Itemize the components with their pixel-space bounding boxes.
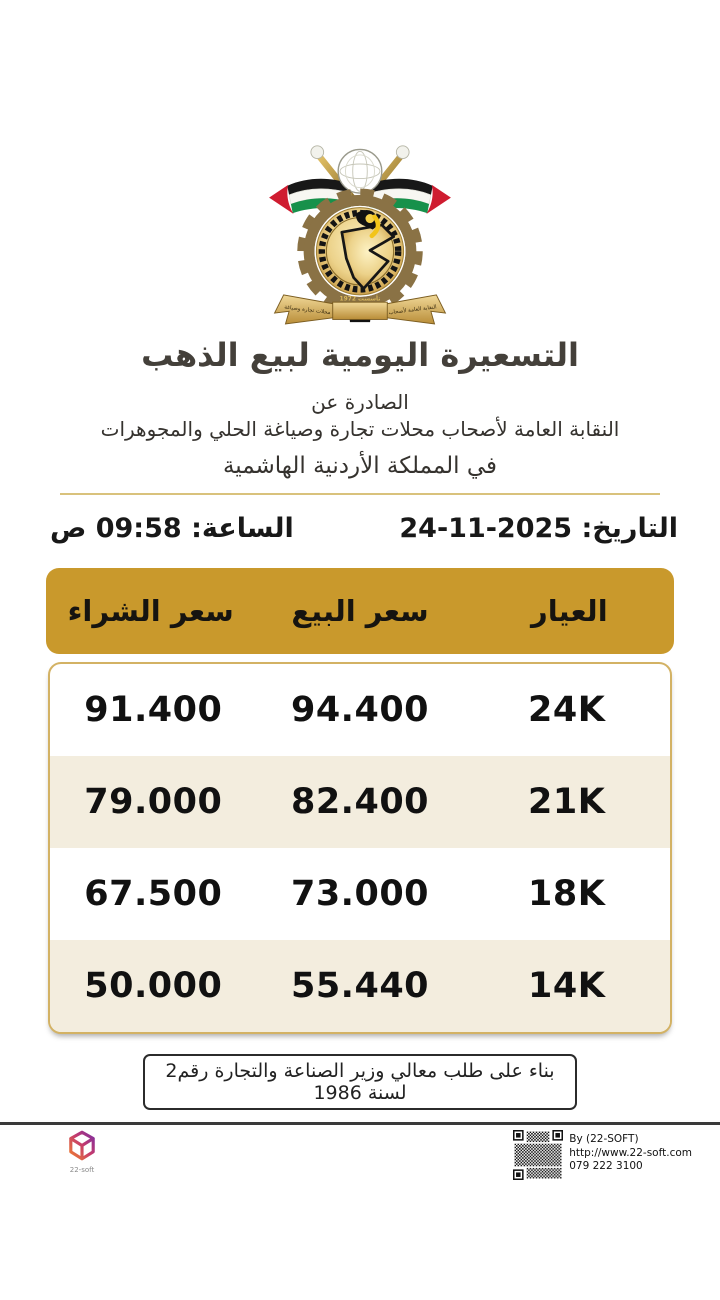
credit-text — [569, 1130, 692, 1174]
buy-price-value: 91.400 — [84, 690, 223, 730]
ribbon-text-left: محلات تجارة وصياغة — [283, 304, 331, 317]
syndicate-emblem — [260, 140, 460, 332]
karat-value: 14K — [528, 966, 606, 1006]
buy-price-value: 67.500 — [84, 874, 223, 914]
karat-value: 21K — [528, 782, 606, 822]
ribbon-text-right: النقابة العامة لأصحاب — [388, 304, 437, 317]
sell-price-value: 55.440 — [290, 966, 430, 1006]
table-row-21k — [50, 756, 670, 848]
time-value: 09:58 — [95, 513, 182, 544]
sell-price-value: 82.400 — [290, 782, 430, 822]
datetime-row — [50, 513, 678, 544]
price-table-header — [46, 568, 674, 654]
column-karat: العيار — [531, 594, 608, 628]
price-table — [48, 662, 672, 1034]
buy-price-value: 79.000 — [84, 782, 223, 822]
credit-url: http://www.22-soft.com — [569, 1146, 692, 1159]
emblem-est-text: تأسست 1972 — [339, 296, 381, 303]
credit-block — [513, 1130, 692, 1180]
date-label: التاريخ: — [581, 513, 678, 544]
syndicate-name: النقابة العامة لأصحاب محلات تجارة وصياغة الحلي والمجوهرات — [100, 417, 620, 441]
date-value: 24-11-2025 — [399, 513, 573, 544]
cube-logo-icon — [68, 1130, 96, 1161]
time-group — [50, 513, 294, 544]
sell-price-value: 73.000 — [290, 874, 430, 914]
time-meridiem: ص — [50, 513, 87, 544]
vendor-logo-caption: 22-soft — [69, 1166, 95, 1174]
table-row-14k — [50, 940, 670, 1032]
buy-price-value: 50.000 — [84, 966, 223, 1006]
country-name: في المملكة الأردنية الهاشمية — [222, 453, 498, 479]
footer — [0, 1125, 720, 1180]
column-sell-price: سعر البيع — [291, 594, 429, 628]
table-row-24k — [50, 664, 670, 756]
column-buy-price: سعر الشراء — [67, 594, 234, 628]
page-title: التسعيرة اليومية لبيع الذهب — [141, 336, 579, 374]
table-row-18k — [50, 848, 670, 940]
gold-divider — [60, 493, 660, 495]
karat-value: 24K — [528, 690, 606, 730]
qr-code-icon — [513, 1130, 563, 1180]
globe-icon — [338, 149, 382, 193]
syndicate-emblem-icon — [260, 140, 460, 328]
date-group — [399, 513, 678, 544]
credit-by: By (22-SOFT) — [569, 1133, 639, 1145]
ministry-note: بناء على طلب معالي وزير الصناعة والتجارة رقم2 لسنة 1986 — [143, 1054, 577, 1110]
karat-value: 18K — [528, 874, 606, 914]
time-label: الساعة: — [191, 513, 294, 544]
sell-price-value: 94.400 — [290, 690, 430, 730]
credit-phone: 079 222 3100 — [569, 1160, 643, 1173]
issued-by-label: الصادرة عن — [311, 390, 409, 414]
vendor-logo — [62, 1130, 102, 1174]
